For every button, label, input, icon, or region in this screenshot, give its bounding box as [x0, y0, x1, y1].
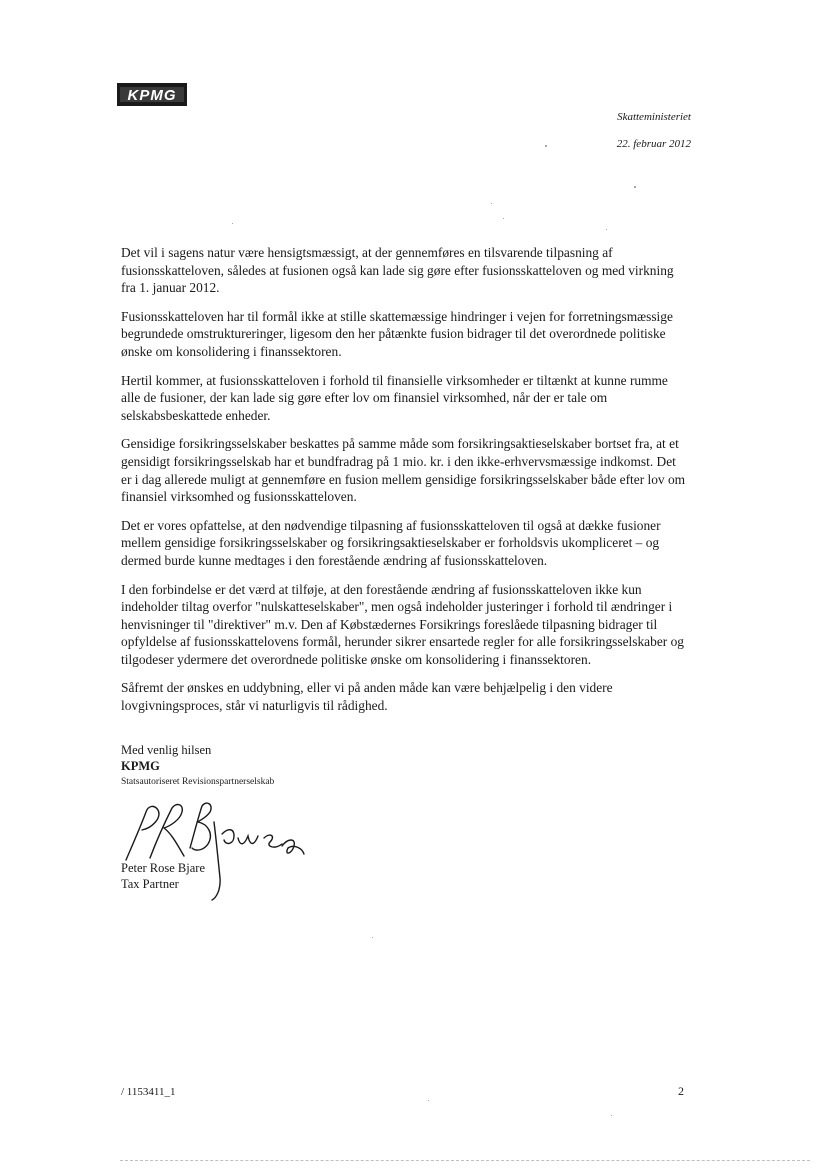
scan-edge-line [120, 1160, 810, 1161]
svg-text:KPMG: KPMG [127, 87, 177, 104]
signer-title: Tax Partner [121, 877, 179, 891]
paragraph: Hertil kommer, at fusionsskatteloven i forhold til finansielle virksomheder er tiltænkt at kunne rumme alle de fusioner, der kan lade sig gøre efter lov om finansiel virksomhed, når der er tale om selskabsbeskattede enheder. [121, 372, 668, 423]
letter-body [121, 244, 688, 726]
paragraph: Det vil i sagens natur være hensigtsmæssigt, at der gennemføres en tilsvarende tilpasning af fusionsskatteloven, således at fusionen også kan lade sig gøre efter fusionsskatteloven og med virkning fra 1. januar 2012. [121, 245, 674, 296]
firm-name: KPMG [121, 759, 160, 773]
page-number: 2 [678, 1084, 684, 1098]
signer-name: Peter Rose Bjare [121, 861, 206, 875]
letter-date: 22. februar 2012 [616, 138, 691, 150]
document-reference: / 1153411_1 [121, 1086, 176, 1098]
greeting: Med venlig hilsen [121, 743, 212, 757]
paragraph: I den forbindelse er det værd at tilføje, at den forestående ændring af fusionsskatteloven ikke kun indeholder tiltag overfor "nulskatteselskaber", men også indeholder justeringer i forhold til ændringer i henvisninger til "direktiver" m.v. Den af Købstædernes Forsikrings foreslåede tilpasning bidrager til opfyldelse af fusionsskattelovens formål, herunder sikrer ensartede regler for alle forsikringsselskaber og tilgodeser ydermere det overordnede politiske ønske om konsolidering i finanssektoren. [121, 581, 684, 667]
paragraph: Det er vores opfattelse, at den nødvendige tilpasning af fusionsskatteloven til også at dække fusioner mellem gensidige forsikringsselskaber og forsikringsaktieselskaber er forholdsvis ukompliceret – og dermed burde kunne medtages i den forestående ændring af fusionsskatteloven. [121, 517, 661, 568]
closing-block [121, 742, 274, 790]
paragraph: Såfremt der ønskes en uddybning, eller vi på anden måde kan være behjælpelig i den videre lovgivningsproces, står vi naturligvis til rådighed. [121, 680, 613, 714]
kpmg-logo [117, 83, 187, 106]
signer-block [121, 860, 205, 892]
recipient: Skatteministeriet [617, 111, 691, 123]
firm-subtitle: Statsautoriseret Revisionspartnerselskab [121, 777, 275, 787]
paragraph: Gensidige forsikringsselskaber beskattes på samme måde som forsikringsaktieselskaber bortset fra, at et gensidigt forsikringsselskab har et bundfradrag på 1 mio. kr. i den ikke-erhvervsmæssige indkomst. Det er i dag allerede muligt at gennemføre en fusion mellem gensidige forsikringsselskaber både efter lov om finansiel virksomhed og fusionsskatteloven. [121, 436, 686, 505]
paragraph: Fusionsskatteloven har til formål ikke at stille skattemæssige hindringer i vejen for forretningsmæssige begrundede omstruktureringer, ligesom den her påtænkte fusion bidrager til det overordnede politiske ønske om konsolidering i finanssektoren. [121, 308, 673, 359]
